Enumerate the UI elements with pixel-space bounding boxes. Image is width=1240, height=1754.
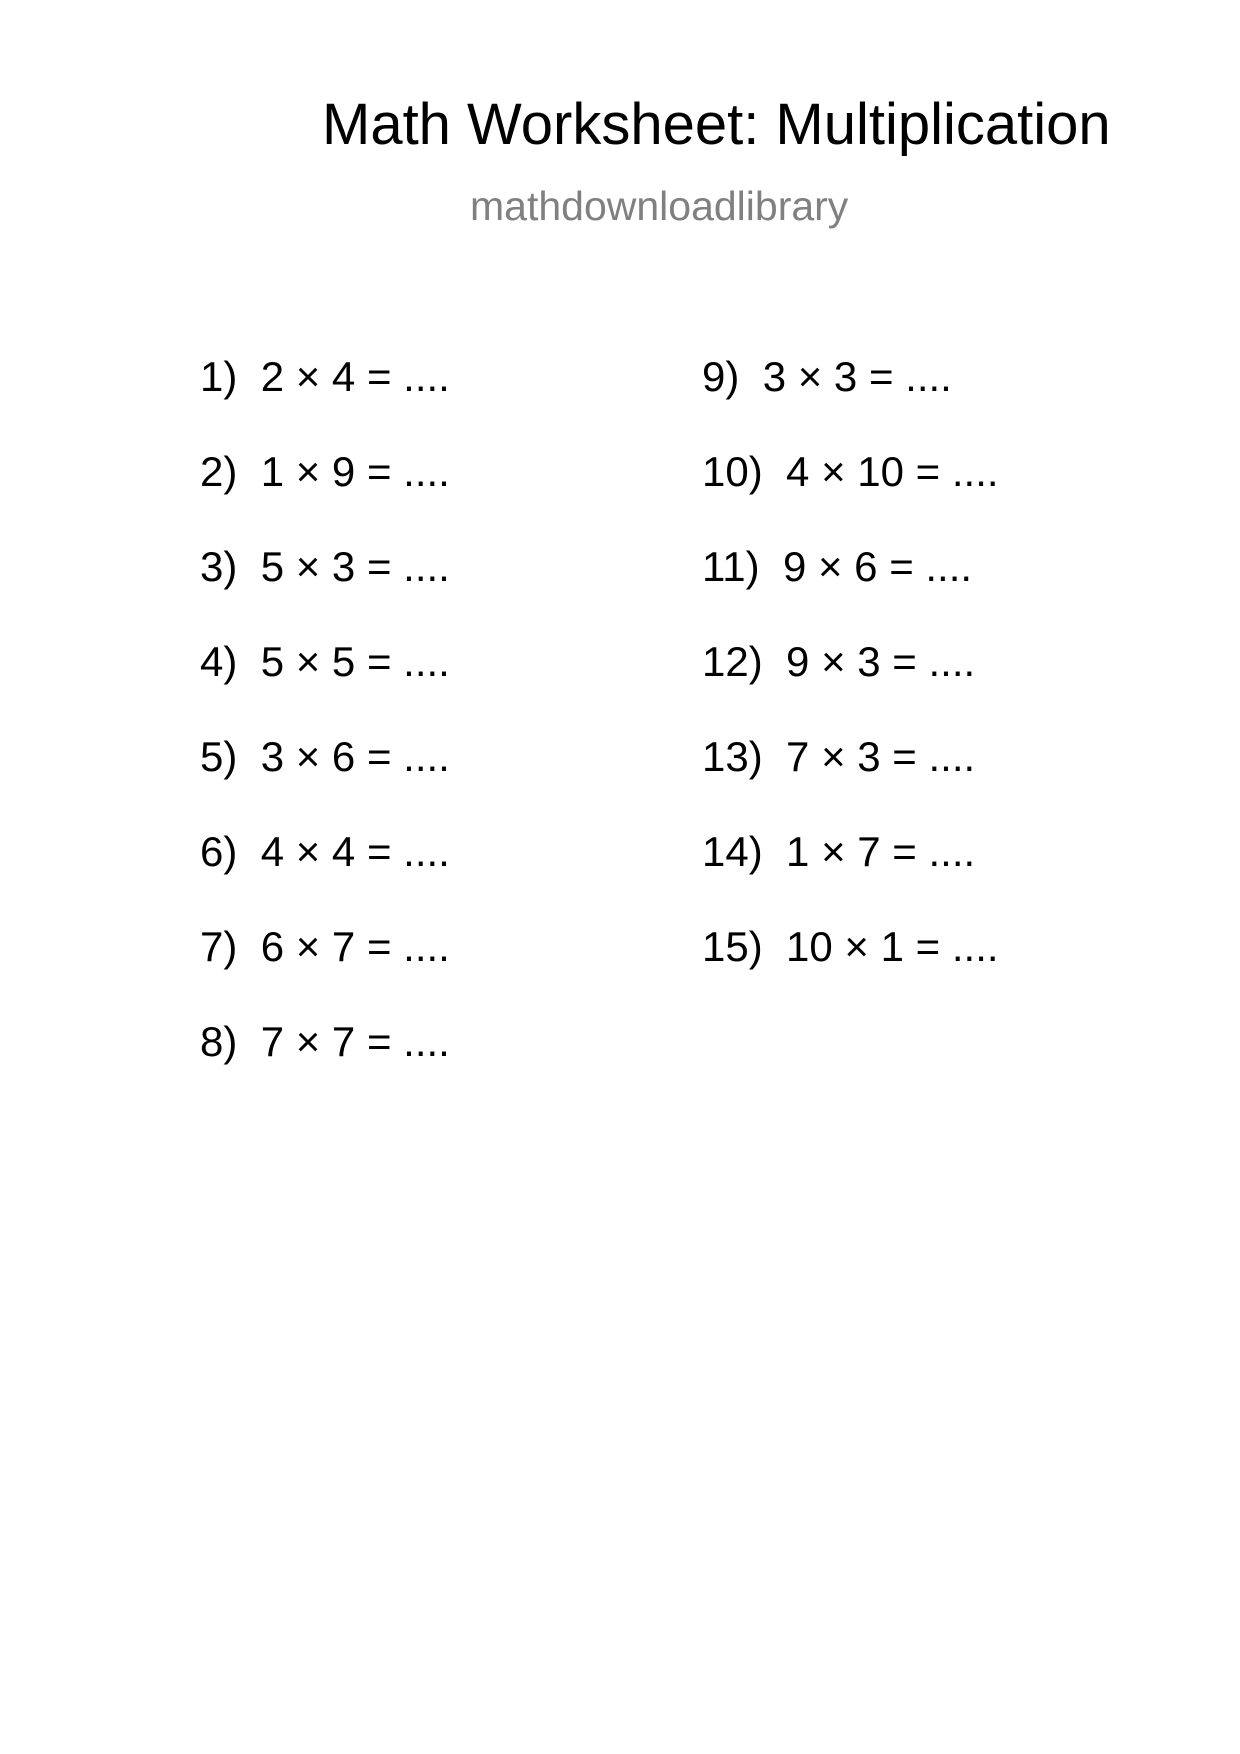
problem-item (702, 633, 999, 728)
problem-item (702, 918, 999, 1013)
problem-number: 2) (200, 448, 238, 495)
problem-column-left (200, 348, 450, 1108)
problem-number: 3) (200, 543, 238, 590)
problem-expression: 6 × 7 = .... (260, 923, 450, 970)
problem-number: 13) (702, 733, 763, 780)
problem-expression: 10 × 1 = .... (786, 923, 999, 970)
problem-column-right (702, 348, 999, 1013)
problem-item (702, 823, 999, 918)
problem-number: 1) (200, 353, 238, 400)
page-subtitle: mathdownloadlibrary (470, 183, 849, 229)
problem-item (200, 633, 450, 728)
problem-expression: 4 × 4 = .... (260, 828, 450, 875)
problem-expression: 1 × 9 = .... (260, 448, 450, 495)
problem-item (702, 538, 999, 633)
problem-item (200, 728, 450, 823)
problem-item (702, 728, 999, 823)
problem-number: 12) (702, 638, 763, 685)
problem-item (200, 823, 450, 918)
problem-number: 5) (200, 733, 238, 780)
problem-expression: 3 × 3 = .... (762, 353, 952, 400)
problem-expression: 7 × 3 = .... (786, 733, 976, 780)
problem-expression: 4 × 10 = .... (786, 448, 999, 495)
problem-number: 6) (200, 828, 238, 875)
problem-number: 7) (200, 923, 238, 970)
problem-expression: 9 × 3 = .... (786, 638, 976, 685)
problem-item (200, 348, 450, 443)
problem-expression: 7 × 7 = .... (260, 1018, 450, 1065)
problem-item (200, 918, 450, 1013)
problem-number: 9) (702, 353, 740, 400)
page-title: Math Worksheet: Multiplication (322, 92, 1111, 157)
problem-expression: 5 × 3 = .... (260, 543, 450, 590)
problem-expression: 9 × 6 = .... (782, 543, 973, 590)
problem-expression: 5 × 5 = .... (260, 638, 450, 685)
problem-number: 14) (702, 828, 763, 875)
problem-number: 11) (702, 543, 760, 590)
problem-expression: 3 × 6 = .... (260, 733, 450, 780)
problem-number: 10) (702, 448, 763, 495)
problem-item (200, 443, 450, 538)
problem-item (200, 538, 450, 633)
problem-item (200, 1013, 450, 1108)
problem-expression: 1 × 7 = .... (786, 828, 976, 875)
problem-expression: 2 × 4 = .... (260, 353, 450, 400)
problem-number: 8) (200, 1018, 238, 1065)
problem-item (702, 348, 999, 443)
problem-number: 4) (200, 638, 238, 685)
problem-item (702, 443, 999, 538)
problem-number: 15) (702, 923, 763, 970)
